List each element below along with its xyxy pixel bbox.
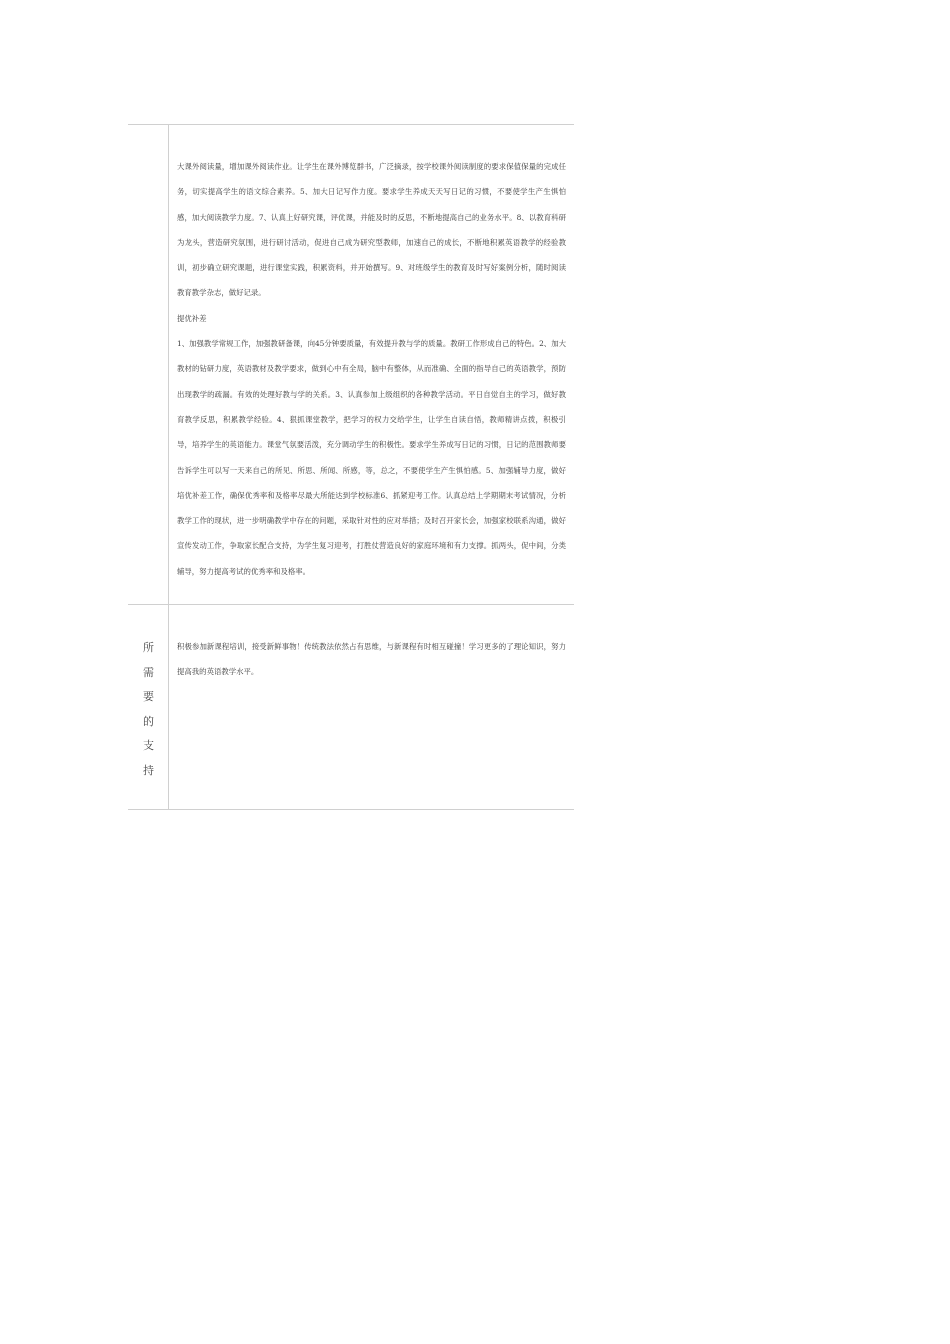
support-content-cell (169, 605, 574, 809)
document-table (128, 124, 574, 810)
support-label (128, 636, 169, 784)
plan-row (128, 124, 574, 604)
plan-subheading: 提优补差 (177, 313, 207, 323)
support-label-char: 所 (143, 641, 154, 654)
support-label-char: 要 (143, 690, 154, 704)
support-label-char: 需 (143, 665, 154, 679)
support-label-cell (128, 605, 169, 809)
support-paragraph: 积极参加新课程培训，接受新鲜事物！传统教法依然占有思维，与新课程有时相互碰撞！学习更多的了理论知识，努力提高我的英语教学水平。 (177, 642, 566, 677)
plan-paragraph-2: 1、加强教学常规工作，加强教研备课，向45分钟要质量，有效提升教与学的质量。教研工作形成自己的特色。2、加大教材的钻研力度，英语教材及教学要求，做到心中有全局，脑中有整体，从而准确、全面的指导自己的英语教学，预防出现教学的疏漏。有效的处理好教与学的关系。3、认真参加上级组织的各种教学活动。平日自觉自主的学习，做好教育教学反思，积累教学经验。4、狠抓课堂教学，把学习的权力交给学生，让学生自读自悟，教师精讲点拨，积极引导，培养学生的英语能力。课堂气氛要活泼，充分调动学生的积极性。要求学生养成写日记的习惯，日记的范围教师要告诉学生可以写一天来自己的所见、所思、所闻、所感，等，总之，不要使学生产生惧怕感。5、加强辅导力度，做好培优补差工作，确保优秀率和及格率尽最大所能达到学校标准6、抓紧迎考工作。认真总结上学期期末考试情况，分析教学工作的现状，进一步明确教学中存在的问题，采取针对性的应对举措；及时召开家长会，加强家校联系沟通，做好宣传发动工作，争取家长配合支持，为学生复习迎考，打胜仗营造良好的家庭环境和有力支撑。抓两头，促中间，分类辅导，努力提高考试的优秀率和及格率。 (177, 339, 566, 576)
support-row (128, 604, 574, 810)
support-label-char: 的 (143, 714, 154, 728)
plan-paragraph-1: 大课外阅读量，增加课外阅读作业。让学生在课外博览群书，广泛摘录，按学校课外阅读制度的要求保值保量的完成任务，切实提高学生的语文综合素养。5、加大日记写作力度。要求学生养成天天写日记的习惯，不要使学生产生惧怕感，加大阅读教学力度。7、认真上好研究课，评优课，并能及时的反思，不断地提高自己的业务水平。8、以教育科研为龙头，营造研究氛围，进行研讨活动，促进自己成为研究型教师，加速自己的成长，不断地积累英语教学的经验教训，初步确立研究课题，进行课堂实践，积累资料，并开始撰写。9、对班级学生的教育及时写好案例分析，随时阅读教育教学杂志，做好记录。 (177, 162, 566, 298)
support-label-char: 支 (143, 739, 154, 753)
plan-label-cell (128, 125, 169, 604)
plan-content-cell (169, 125, 574, 604)
support-label-char: 持 (143, 763, 154, 777)
